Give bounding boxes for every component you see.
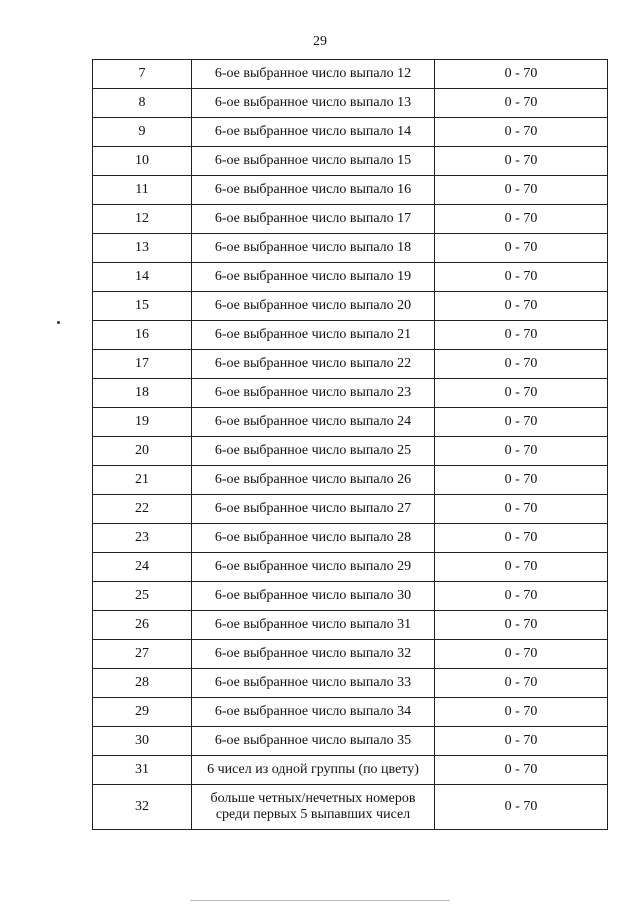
table-row (93, 611, 608, 640)
event-cell: 6-ое выбранное число выпало 17 (192, 205, 435, 234)
table-row (93, 60, 608, 89)
range-cell: 0 - 70 (435, 379, 608, 408)
range-cell: 0 - 70 (435, 147, 608, 176)
range-cell: 0 - 70 (435, 524, 608, 553)
range-cell: 0 - 70 (435, 756, 608, 785)
event-cell: 6-ое выбранное число выпало 33 (192, 669, 435, 698)
table-row (93, 321, 608, 350)
row-number-cell: 11 (93, 176, 192, 205)
table-row (93, 756, 608, 785)
row-number-cell: 14 (93, 263, 192, 292)
row-number-cell: 28 (93, 669, 192, 698)
row-number-cell: 25 (93, 582, 192, 611)
table-row (93, 553, 608, 582)
event-cell: 6-ое выбранное число выпало 16 (192, 176, 435, 205)
row-number-cell: 26 (93, 611, 192, 640)
event-cell: 6-ое выбранное число выпало 29 (192, 553, 435, 582)
row-number-cell: 30 (93, 727, 192, 756)
range-cell: 0 - 70 (435, 263, 608, 292)
stray-mark (57, 321, 60, 324)
range-cell: 0 - 70 (435, 698, 608, 727)
event-cell: 6 чисел из одной группы (по цвету) (192, 756, 435, 785)
table-row (93, 379, 608, 408)
table-row (93, 698, 608, 727)
row-number-cell: 24 (93, 553, 192, 582)
range-cell: 0 - 70 (435, 611, 608, 640)
bottom-rule (190, 900, 450, 901)
event-cell: 6-ое выбранное число выпало 13 (192, 89, 435, 118)
table-row (93, 350, 608, 379)
table-row (93, 785, 608, 830)
table-row (93, 466, 608, 495)
row-number-cell: 15 (93, 292, 192, 321)
table-row (93, 292, 608, 321)
range-cell: 0 - 70 (435, 118, 608, 147)
range-cell: 0 - 70 (435, 669, 608, 698)
table-row (93, 147, 608, 176)
table-row (93, 176, 608, 205)
row-number-cell: 19 (93, 408, 192, 437)
row-number-cell: 10 (93, 147, 192, 176)
event-cell: 6-ое выбранное число выпало 12 (192, 60, 435, 89)
row-number-cell: 7 (93, 60, 192, 89)
event-cell: 6-ое выбранное число выпало 28 (192, 524, 435, 553)
table-row (93, 118, 608, 147)
range-cell: 0 - 70 (435, 785, 608, 830)
event-cell: 6-ое выбранное число выпало 18 (192, 234, 435, 263)
table-row (93, 669, 608, 698)
row-number-cell: 32 (93, 785, 192, 830)
page-number: 29 (313, 34, 327, 49)
row-number-cell: 31 (93, 756, 192, 785)
range-cell: 0 - 70 (435, 292, 608, 321)
odds-table (92, 59, 608, 830)
table-row (93, 582, 608, 611)
event-cell: 6-ое выбранное число выпало 32 (192, 640, 435, 669)
range-cell: 0 - 70 (435, 727, 608, 756)
row-number-cell: 29 (93, 698, 192, 727)
table-row (93, 408, 608, 437)
row-number-cell: 13 (93, 234, 192, 263)
range-cell: 0 - 70 (435, 205, 608, 234)
range-cell: 0 - 70 (435, 234, 608, 263)
table-row (93, 495, 608, 524)
event-cell: 6-ое выбранное число выпало 15 (192, 147, 435, 176)
row-number-cell: 12 (93, 205, 192, 234)
event-cell: 6-ое выбранное число выпало 27 (192, 495, 435, 524)
event-cell: 6-ое выбранное число выпало 30 (192, 582, 435, 611)
event-cell: 6-ое выбранное число выпало 25 (192, 437, 435, 466)
table-row (93, 640, 608, 669)
event-cell: 6-ое выбранное число выпало 14 (192, 118, 435, 147)
event-cell: 6-ое выбранное число выпало 21 (192, 321, 435, 350)
event-cell: 6-ое выбранное число выпало 26 (192, 466, 435, 495)
range-cell: 0 - 70 (435, 350, 608, 379)
range-cell: 0 - 70 (435, 640, 608, 669)
event-cell: 6-ое выбранное число выпало 31 (192, 611, 435, 640)
event-cell: 6-ое выбранное число выпало 24 (192, 408, 435, 437)
row-number-cell: 23 (93, 524, 192, 553)
range-cell: 0 - 70 (435, 408, 608, 437)
event-line: среди первых 5 выпавших чисел (215, 807, 411, 822)
range-cell: 0 - 70 (435, 176, 608, 205)
range-cell: 0 - 70 (435, 321, 608, 350)
row-number-cell: 21 (93, 466, 192, 495)
range-cell: 0 - 70 (435, 553, 608, 582)
row-number-cell: 27 (93, 640, 192, 669)
row-number-cell: 18 (93, 379, 192, 408)
range-cell: 0 - 70 (435, 89, 608, 118)
range-cell: 0 - 70 (435, 437, 608, 466)
row-number-cell: 8 (93, 89, 192, 118)
table-row (93, 234, 608, 263)
table-body (93, 60, 608, 830)
range-cell: 0 - 70 (435, 582, 608, 611)
event-cell: 6-ое выбранное число выпало 20 (192, 292, 435, 321)
event-line: больше четных/нечетных номеров (210, 791, 416, 806)
range-cell: 0 - 70 (435, 466, 608, 495)
row-number-cell: 16 (93, 321, 192, 350)
range-cell: 0 - 70 (435, 60, 608, 89)
row-number-cell: 9 (93, 118, 192, 147)
table-row (93, 205, 608, 234)
range-cell: 0 - 70 (435, 495, 608, 524)
event-cell: 6-ое выбранное число выпало 35 (192, 727, 435, 756)
table-row (93, 263, 608, 292)
event-cell: 6-ое выбранное число выпало 23 (192, 379, 435, 408)
row-number-cell: 20 (93, 437, 192, 466)
table-row (93, 89, 608, 118)
event-cell: 6-ое выбранное число выпало 19 (192, 263, 435, 292)
table-row (93, 524, 608, 553)
event-cell: 6-ое выбранное число выпало 34 (192, 698, 435, 727)
event-cell: 6-ое выбранное число выпало 22 (192, 350, 435, 379)
row-number-cell: 22 (93, 495, 192, 524)
row-number-cell: 17 (93, 350, 192, 379)
table-row (93, 437, 608, 466)
table-row (93, 727, 608, 756)
event-cell (192, 785, 435, 830)
